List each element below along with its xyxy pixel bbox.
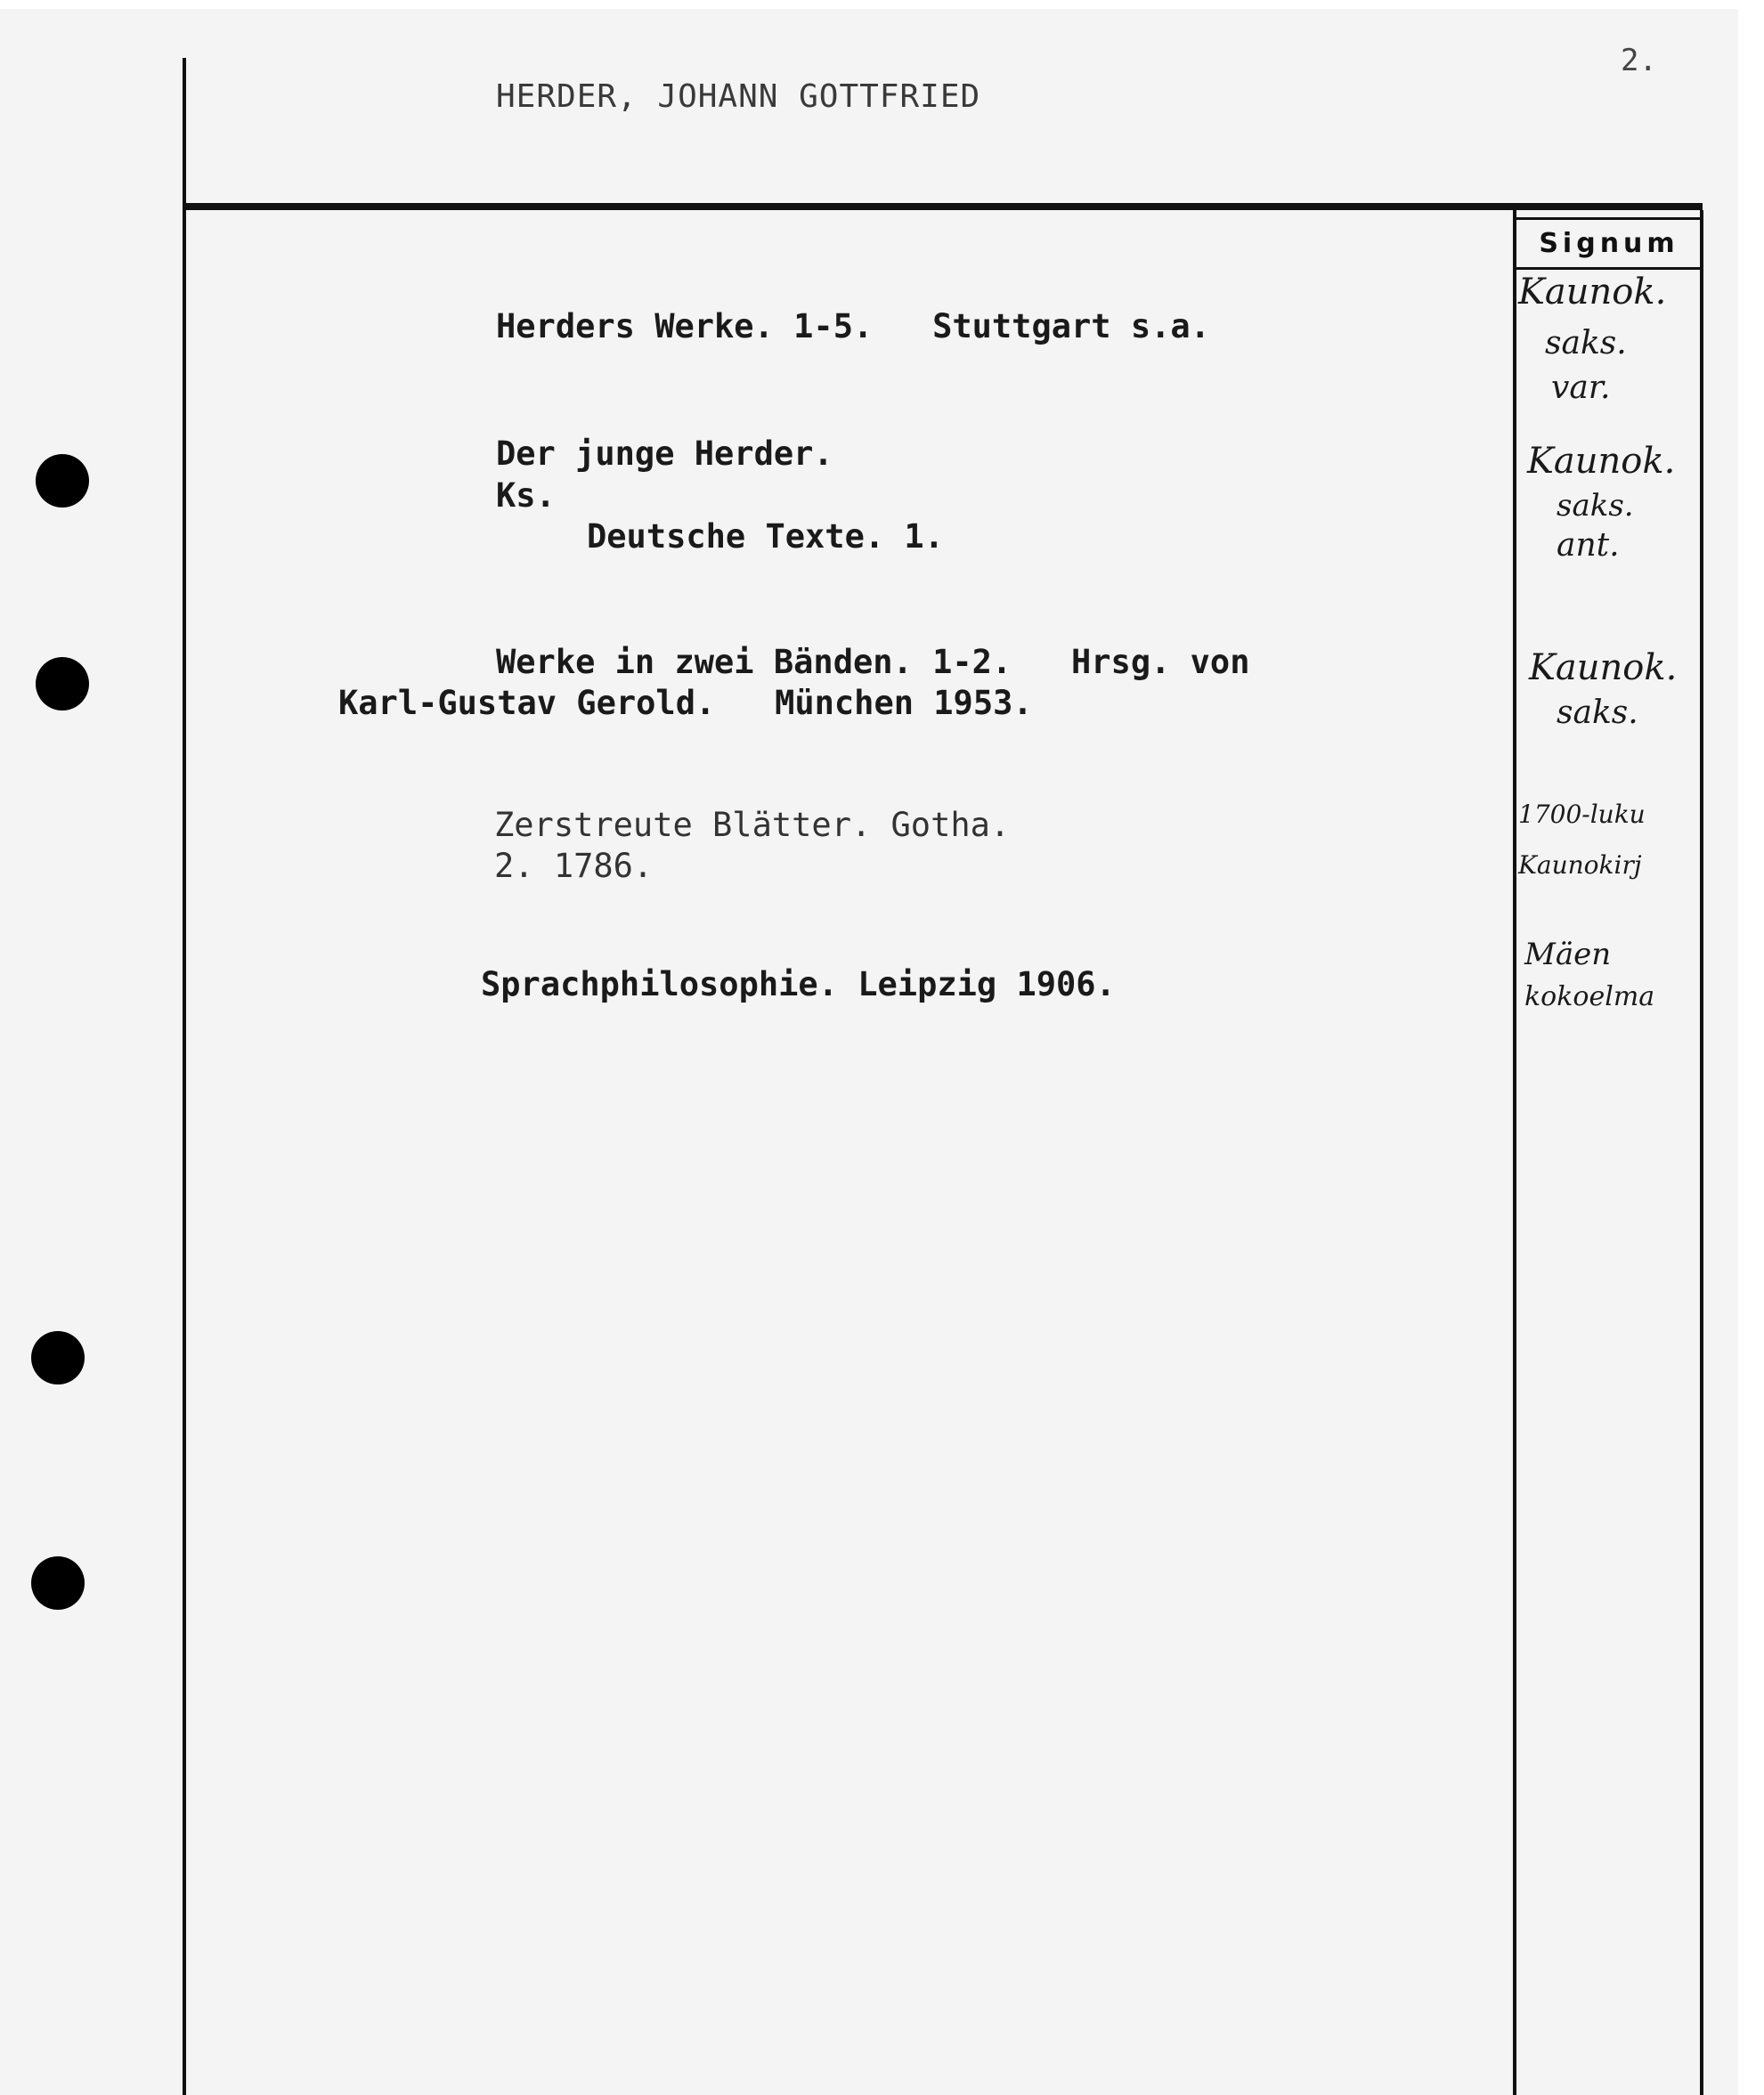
signum-column-right-rule	[1700, 210, 1703, 2095]
signum-note-line: var.	[1551, 369, 1611, 406]
entry-line: Deutsche Texte. 1.	[587, 517, 944, 556]
signum-note-line: Kaunok.	[1529, 647, 1678, 688]
left-margin-rule	[183, 58, 186, 2095]
signum-note-line: Mäen	[1524, 937, 1612, 972]
entry-line: Werke in zwei Bänden. 1-2. Hrsg. von	[496, 643, 1250, 681]
signum-column-left-rule	[1513, 210, 1516, 2095]
scan-edge-right	[1738, 0, 1764, 2095]
punch-hole	[36, 657, 89, 711]
entry-line: Karl-Gustav Gerold. München 1953.	[338, 684, 1033, 722]
signum-note-line: saks.	[1545, 325, 1627, 361]
card-heading: HERDER, JOHANN GOTTFRIED	[496, 78, 981, 115]
punch-hole	[31, 1331, 85, 1384]
punch-hole	[31, 1556, 85, 1610]
entry-line: Sprachphilosophie. Leipzig 1906.	[481, 965, 1116, 1003]
signum-note-line: ant.	[1557, 527, 1620, 564]
signum-note-line: saks.	[1557, 694, 1638, 731]
signum-note-line: Kaunokirj	[1518, 850, 1642, 880]
signum-note-line: 1700-luku	[1518, 800, 1646, 829]
entry-line: Herders Werke. 1-5. Stuttgart s.a.	[496, 307, 1210, 345]
signum-note-line: kokoelma	[1524, 981, 1655, 1012]
entry-line: Ks.	[496, 476, 556, 515]
entry-line: Der junge Herder.	[496, 434, 833, 473]
entry-line: Zerstreute Blätter. Gotha.	[494, 806, 1011, 844]
scan-edge-top	[0, 0, 1764, 9]
signum-column-header: Signum	[1539, 228, 1679, 259]
signum-note-line: Kaunok.	[1527, 441, 1676, 482]
punch-hole	[36, 454, 89, 508]
signum-note-line: saks.	[1557, 488, 1634, 524]
heading-rule	[183, 203, 1703, 210]
signum-note-line: Kaunok.	[1518, 272, 1667, 313]
entry-line: 2. 1786.	[494, 847, 654, 885]
page-number: 2.	[1621, 43, 1657, 78]
